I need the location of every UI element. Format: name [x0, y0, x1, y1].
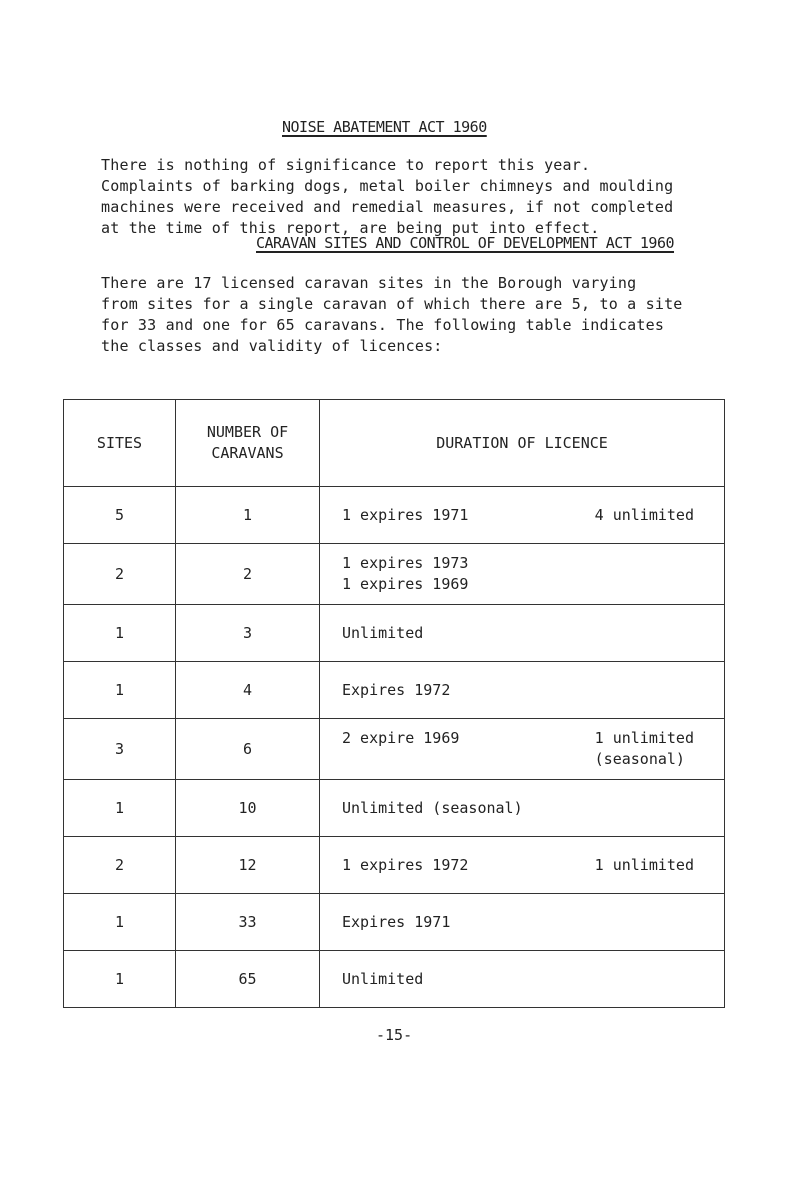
cell-duration [320, 894, 725, 951]
paragraph-line: for 33 and one for 65 caravans. The following table indicates [101, 316, 665, 334]
duration-wrap [342, 680, 724, 701]
cell-number-of-caravans: 6 [176, 719, 320, 780]
cell-number-of-caravans: 10 [176, 780, 320, 837]
duration-primary [342, 680, 450, 701]
table-row [64, 719, 725, 780]
table-row [64, 544, 725, 605]
duration-secondary [595, 728, 694, 770]
table-row [64, 894, 725, 951]
duration-line: Unlimited [342, 623, 424, 642]
header-sites: SITES [64, 400, 176, 487]
cell-duration [320, 487, 725, 544]
paragraph-line: There are 17 licensed caravan sites in the Borough varying [101, 274, 637, 292]
paragraph-line: from sites for a single caravan of which there are 5, to a site [101, 295, 683, 313]
table-body [64, 487, 725, 1008]
duration-line: 4 unlimited [594, 505, 694, 524]
table-row [64, 951, 725, 1008]
cell-number-of-caravans: 65 [176, 951, 320, 1008]
paragraph-line: machines were received and remedial measures, if not completed [101, 198, 674, 216]
table-row [64, 605, 725, 662]
noise-abatement-heading: NOISE ABATEMENT ACT 1960 [282, 118, 487, 136]
paragraph-line: at the time of this report, are being put into effect. [101, 219, 600, 237]
duration-primary [342, 553, 468, 595]
cell-sites: 1 [64, 951, 176, 1008]
duration-primary [342, 855, 468, 876]
duration-line: 1 unlimited [594, 729, 694, 747]
table-row [64, 487, 725, 544]
duration-wrap [342, 505, 724, 526]
cell-duration [320, 605, 725, 662]
duration-line: 1 expires 1972 [342, 855, 469, 874]
duration-line: Expires 1971 [342, 912, 451, 931]
table-row [64, 780, 725, 837]
table-header-row [64, 400, 725, 487]
cell-sites: 3 [64, 719, 176, 780]
cell-duration [320, 719, 725, 780]
header-caravans-line2: CARAVANS [211, 444, 284, 462]
duration-wrap [342, 855, 724, 876]
duration-line: 1 expires 1971 [342, 505, 469, 524]
cell-duration [320, 780, 725, 837]
duration-wrap [342, 553, 724, 595]
cell-number-of-caravans: 12 [176, 837, 320, 894]
cell-duration [320, 662, 725, 719]
duration-secondary [595, 505, 694, 526]
cell-number-of-caravans: 33 [176, 894, 320, 951]
duration-line: (seasonal) [594, 750, 685, 768]
cell-sites: 2 [64, 837, 176, 894]
duration-primary [342, 969, 423, 990]
table-row [64, 662, 725, 719]
duration-primary [342, 728, 459, 770]
paragraph-line: Complaints of barking dogs, metal boiler chimneys and moulding [101, 177, 674, 195]
cell-number-of-caravans: 1 [176, 487, 320, 544]
duration-wrap [342, 623, 724, 644]
header-duration-of-licence: DURATION OF LICENCE [320, 400, 725, 487]
caravan-sites-heading: CARAVAN SITES AND CONTROL OF DEVELOPMENT ACT 1960 [256, 234, 675, 252]
duration-wrap [342, 728, 724, 770]
duration-line: 2 expire 1969 [342, 729, 460, 747]
duration-line: Unlimited [342, 969, 424, 988]
duration-primary [342, 912, 450, 933]
caravan-sites-paragraph [101, 273, 721, 357]
cell-duration [320, 544, 725, 605]
paragraph-line: the classes and validity of licences: [101, 337, 443, 355]
duration-secondary [595, 855, 694, 876]
header-caravans-line1: NUMBER OF [206, 423, 289, 441]
cell-sites: 1 [64, 894, 176, 951]
duration-primary [342, 623, 423, 644]
cell-sites: 1 [64, 780, 176, 837]
duration-line: 1 expires 1969 [342, 575, 469, 593]
duration-wrap [342, 798, 724, 819]
cell-number-of-caravans: 3 [176, 605, 320, 662]
cell-number-of-caravans: 2 [176, 544, 320, 605]
paragraph-line: There is nothing of significance to report this year. [101, 156, 591, 174]
duration-wrap [342, 912, 724, 933]
cell-sites: 1 [64, 662, 176, 719]
cell-number-of-caravans: 4 [176, 662, 320, 719]
caravan-licences-table [63, 399, 725, 1008]
cell-duration [320, 837, 725, 894]
duration-line: Expires 1972 [342, 680, 451, 699]
duration-wrap [342, 969, 724, 990]
cell-sites: 2 [64, 544, 176, 605]
duration-line: Unlimited (seasonal) [342, 798, 523, 817]
page-number: -15- [376, 1026, 413, 1044]
table-row [64, 837, 725, 894]
cell-sites: 5 [64, 487, 176, 544]
header-number-of-caravans [176, 400, 320, 487]
duration-primary [342, 798, 523, 819]
cell-duration [320, 951, 725, 1008]
duration-line: 1 unlimited [594, 855, 694, 874]
duration-line: 1 expires 1973 [342, 554, 469, 572]
cell-sites: 1 [64, 605, 176, 662]
noise-abatement-paragraph [101, 155, 721, 239]
duration-primary [342, 505, 468, 526]
